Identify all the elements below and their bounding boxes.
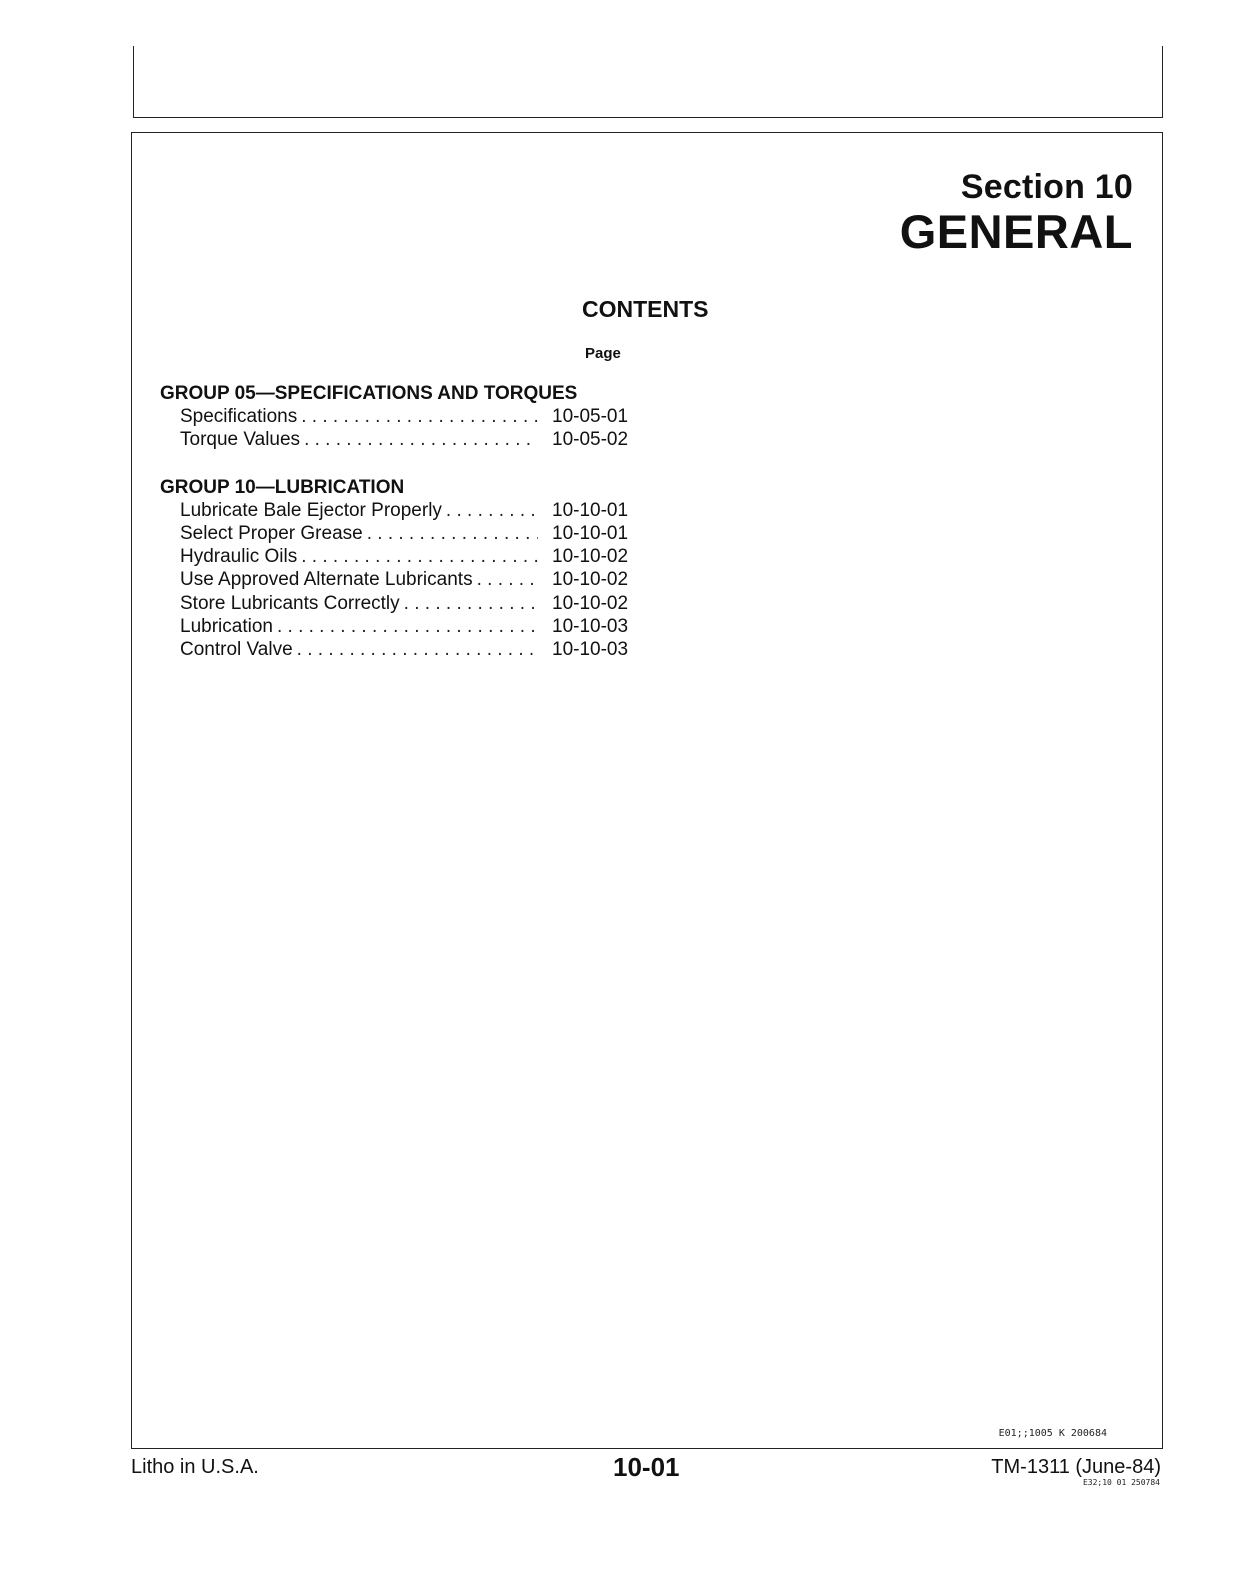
toc-entry-title: Store Lubricants Correctly <box>180 592 400 614</box>
dot-leader <box>404 592 538 615</box>
toc-entry-page: 10-10-03 <box>552 639 629 661</box>
document-code: E01;;1005 K 200684 <box>998 1428 1107 1439</box>
dot-leader <box>301 545 538 568</box>
section-number: Section 10 <box>960 168 1133 206</box>
footer-printer-note: Litho in U.S.A. <box>131 1456 259 1478</box>
group-heading: GROUP 05—SPECIFICATIONS AND TORQUES <box>160 383 578 404</box>
toc-entry-page: 10-10-02 <box>552 546 629 568</box>
dot-leader <box>277 615 538 638</box>
dot-leader <box>304 428 538 451</box>
toc-entry[interactable] <box>160 522 630 545</box>
header-frame <box>133 46 1163 118</box>
toc-entry-page: 10-10-01 <box>552 499 629 521</box>
toc-entry[interactable] <box>160 638 630 661</box>
toc-entry-page: 10-10-02 <box>552 592 629 614</box>
toc-group <box>160 382 630 452</box>
contents-heading: CONTENTS <box>582 296 709 322</box>
toc-entry-title: Specifications <box>180 406 298 427</box>
toc-entry-title: Hydraulic Oils <box>180 546 298 568</box>
page-frame <box>131 132 1163 1449</box>
dot-leader <box>477 568 538 591</box>
dot-leader <box>301 405 538 428</box>
toc-entry[interactable] <box>160 592 630 615</box>
toc-entry-title: Lubricate Bale Ejector Properly <box>180 499 442 521</box>
dot-leader <box>297 638 538 661</box>
toc-entry[interactable] <box>160 615 630 638</box>
toc-entry-page: 10-10-02 <box>552 569 629 591</box>
toc-entry-title: Select Proper Grease <box>180 522 363 544</box>
toc-entry[interactable] <box>160 499 630 522</box>
table-of-contents <box>160 382 630 686</box>
page-column-label: Page <box>585 345 621 362</box>
toc-entry[interactable] <box>160 545 630 568</box>
footer-manual-id: TM-1311 (June-84) <box>991 1456 1161 1478</box>
toc-entry-page: 10-05-02 <box>552 429 629 451</box>
toc-entry-page: 10-05-01 <box>552 406 629 427</box>
toc-entry[interactable] <box>160 405 630 428</box>
toc-entry-title: Torque Values <box>180 429 301 451</box>
dot-leader <box>446 499 538 522</box>
dot-leader <box>367 522 538 545</box>
toc-entry[interactable] <box>160 428 630 451</box>
toc-entry-title: Control Valve <box>180 639 293 661</box>
footer-code: E32;10 01 250784 <box>1082 1478 1160 1487</box>
footer-page-number: 10-01 <box>613 1452 680 1482</box>
group-heading: GROUP 10—LUBRICATION <box>160 476 405 498</box>
toc-entry-page: 10-10-03 <box>552 616 629 638</box>
toc-group <box>160 476 630 662</box>
toc-entry-page: 10-10-01 <box>552 522 629 544</box>
section-title: GENERAL <box>899 205 1133 258</box>
toc-entry-title: Use Approved Alternate Lubricants <box>180 569 473 591</box>
toc-entry-title: Lubrication <box>180 616 273 638</box>
toc-entry[interactable] <box>160 568 630 591</box>
